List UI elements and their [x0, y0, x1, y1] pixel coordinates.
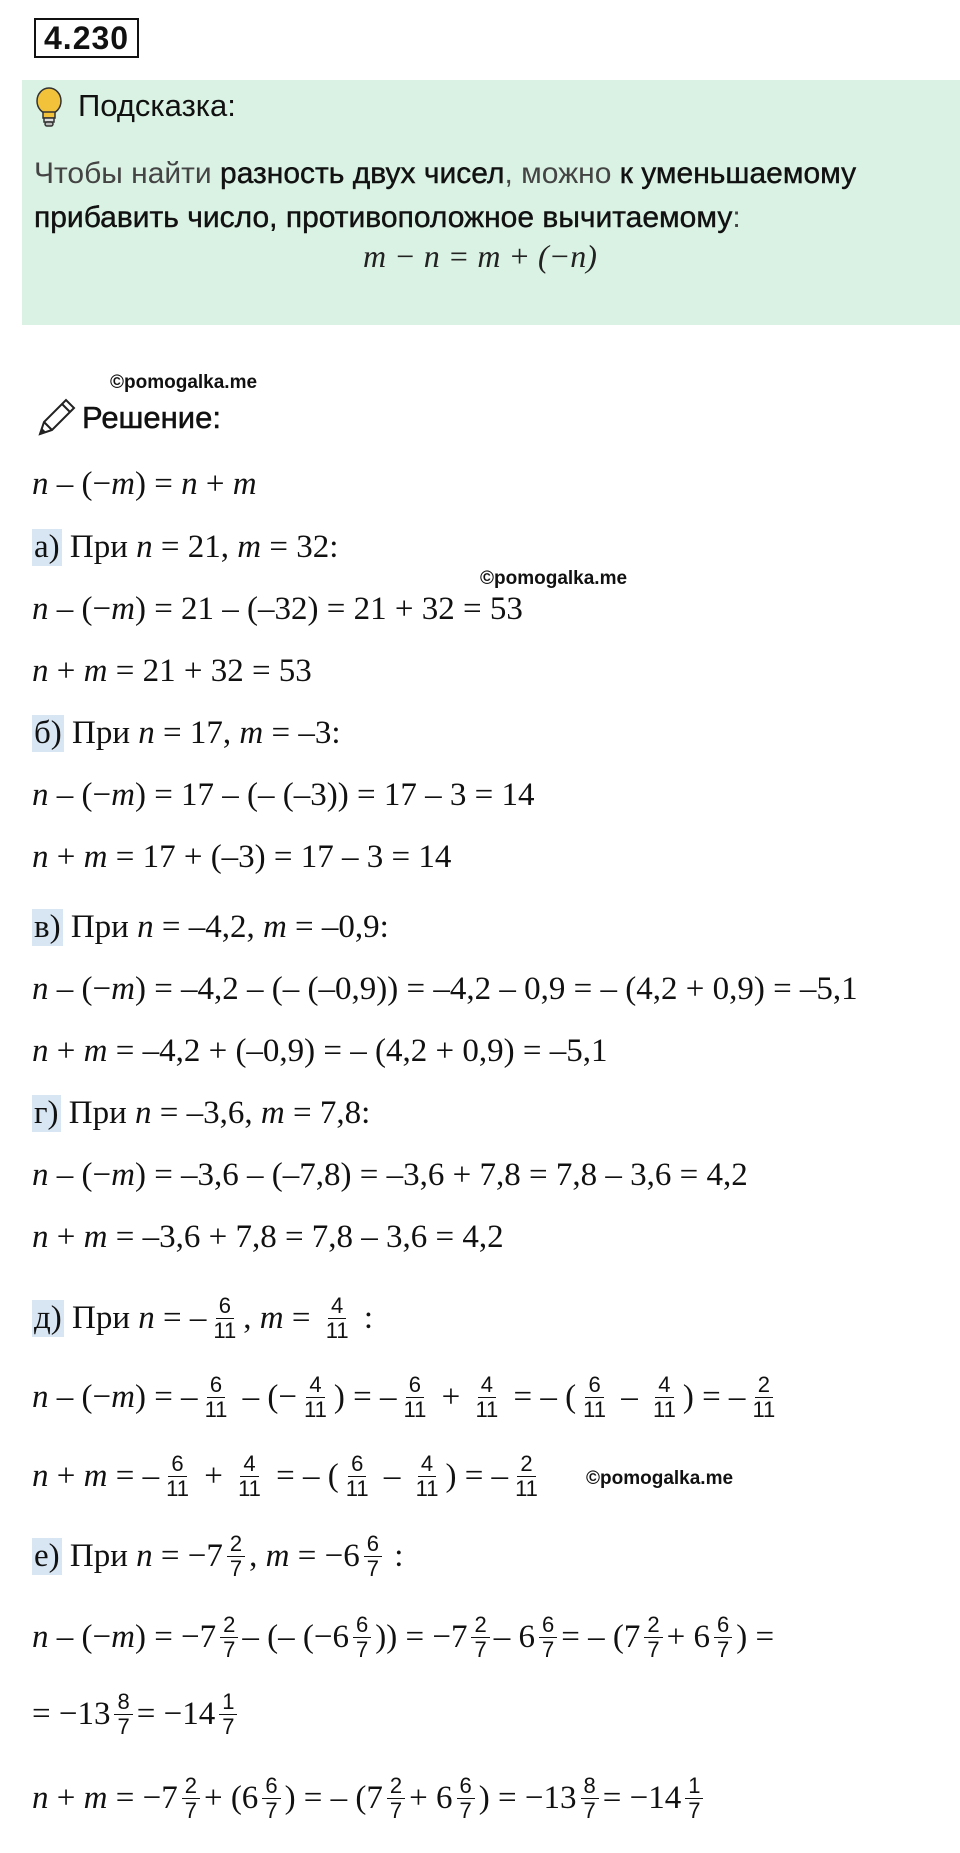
part-label: в): [34, 908, 61, 945]
part-g-heading: г) При n = –3,6, m = 7,8:: [34, 1094, 371, 1131]
part-a-heading: а) При n = 21, m = 32:: [34, 528, 339, 565]
hint-title: Подсказка:: [78, 88, 236, 123]
math-line: n + m = 17 + (–3) = 17 – 3 = 14: [32, 838, 452, 875]
part-label: б): [34, 714, 62, 751]
math-line: n – (− m ) = 21 – (–32) = 21 + 32 = 53: [32, 590, 523, 627]
part-label: г): [34, 1094, 59, 1131]
watermark: ©pomogalka.me: [110, 372, 258, 393]
fraction: $\frac{4}{11}$: [325, 1292, 349, 1343]
math-line: n + m = –4,2 + (–0,9) = – (4,2 + 0,9) = –5,1: [32, 1032, 608, 1069]
math-line: n – (− m ) = −7 $\frac{2}{7}$ – (– (−6 $\frac{6}{7}$ )) = −7 $\frac{2}{7}$ – 6 $\frac{6}{7}$ = – (7 $\frac{2}{7}$ + 6 $\frac{6}{7}$ ) =: [32, 1611, 775, 1662]
part-label: а): [34, 528, 60, 565]
math-line: n – (− m ) = –3,6 – (–7,8) = –3,6 + 7,8 = 7,8 – 3,6 = 4,2: [32, 1156, 748, 1193]
watermark: ©pomogalka.me: [586, 1468, 734, 1489]
math-line: n + m = – $\frac{6}{11}$ + $\frac{4}{11}$ = – ( $\frac{6}{11}$ – $\frac{4}{11}$ ) = – $\frac{2}{11}$: [32, 1450, 538, 1501]
math-line: n + m = −7 $\frac{2}{7}$ + (6 $\frac{6}{7}$ ) = – (7 $\frac{2}{7}$ + 6 $\frac{6}{7}$ ) = −13 $\frac{8}{7}$ = −14 $\frac{1}{7}$: [32, 1768, 707, 1828]
part-e-heading: е) При n = −7 $\frac{2}{7}$ , m = −6 $\frac{6}{7}$ :: [34, 1530, 404, 1581]
solution-title: Решение:: [82, 400, 221, 435]
math-line: n – (− m ) = 17 – (– (–3)) = 17 – 3 = 14: [32, 776, 535, 813]
hint-text: Чтобы найти разность двух чисел, можно к уменьшаемому прибавить число, противоположное вычитаемому:: [34, 157, 857, 234]
fraction: $\frac{6}{11}$: [213, 1292, 237, 1343]
hint-formula: m − n = m + (−n): [363, 238, 597, 274]
watermark: ©pomogalka.me: [480, 568, 628, 589]
part-d-heading: д) При n = – $\frac{6}{11}$ , m = $\frac{4}{11}$ :: [34, 1292, 373, 1343]
lightbulb-icon: [34, 86, 64, 130]
part-label: д): [34, 1299, 62, 1336]
part-label: е): [34, 1537, 60, 1574]
math-line: = −13 $\frac{8}{7}$ = −14 $\frac{1}{7}$: [32, 1684, 241, 1744]
math-line: n + m = 21 + 32 = 53: [32, 652, 312, 689]
part-v-heading: в) При n = –4,2, m = –0,9:: [34, 908, 389, 945]
pencil-icon: [34, 396, 78, 440]
math-line: n – (− m ) = –4,2 – (– (–0,9)) = –4,2 – 0,9 = – (4,2 + 0,9) = –5,1: [32, 970, 858, 1007]
math-line: n – (− m ) = – $\frac{6}{11}$ – (− $\frac{4}{11}$ ) = – $\frac{6}{11}$ + $\frac{4}{11}$ = – ( $\frac{6}{11}$ – $\frac{4}{11}$ ) = – $\frac{2}{11}$: [32, 1371, 776, 1422]
general-identity: n – (− m ) = n + m: [32, 465, 257, 502]
math-line: n + m = –3,6 + 7,8 = 7,8 – 3,6 = 4,2: [32, 1218, 504, 1255]
task-number: 4.230: [34, 18, 139, 58]
part-b-heading: б) При n = 17, m = –3:: [34, 714, 341, 751]
